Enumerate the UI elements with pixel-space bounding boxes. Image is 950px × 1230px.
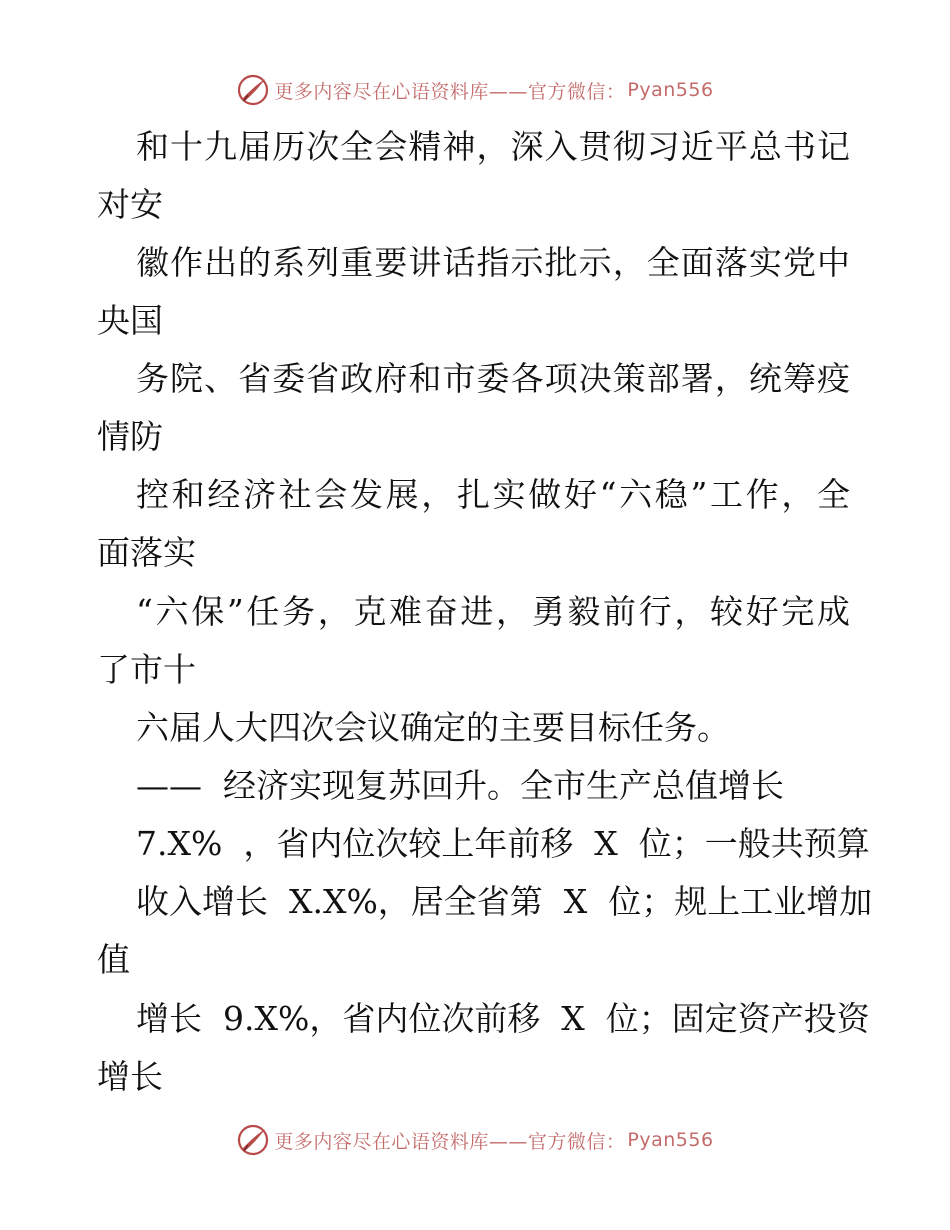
paragraph-line: 务院、省委省政府和市委各项决策部署，统筹疫: [136, 359, 850, 398]
banner-wechat-handle: Pyan556: [627, 79, 714, 101]
paragraph-line: 和十九届历次全会精神，深入贯彻习近平总书记: [136, 127, 850, 166]
paragraph-line: 7.X% ，省内位次较上年前移 X 位；一般共预算: [136, 824, 870, 863]
paragraph-line: 值: [97, 940, 130, 979]
paragraph-line: 增长 9.X%，省内位次前移 X 位；固定资产投资: [136, 999, 870, 1038]
paragraph-line: 六届人大四次会议确定的主要目标任务。: [136, 708, 730, 747]
paragraph-line: 央国: [97, 301, 163, 340]
footer-watermark-banner: [0, 1120, 950, 1160]
paragraph-line: 徽作出的系列重要讲话指示批示，全面落实党中: [136, 243, 850, 282]
paragraph-line: —— 经济实现复苏回升。全市生产总值增长: [136, 766, 784, 805]
paragraph-line: 控和经济社会发展，扎实做好“六稳”工作，全: [136, 475, 850, 514]
paragraph-line: 情防: [97, 417, 163, 456]
paragraph-line: 了市十: [97, 650, 196, 689]
banner-site-text: 更多内容尽在心语资料库——官方微信：: [274, 80, 626, 103]
paragraph-line: 增长: [97, 1057, 163, 1096]
paragraph-line: 面落实: [97, 533, 196, 572]
quill-pen-logo-icon: [236, 1123, 270, 1157]
paragraph-line: 收入增长 X.X%，居全省第 X 位；规上工业增加: [136, 882, 873, 921]
banner-site-text: 更多内容尽在心语资料库——官方微信：: [274, 1130, 626, 1153]
paragraph-line: 对安: [97, 185, 163, 224]
banner-wechat-handle: Pyan556: [627, 1129, 714, 1151]
paragraph-line: “六保”任务，克难奋进，勇毅前行，较好完成: [136, 592, 850, 631]
